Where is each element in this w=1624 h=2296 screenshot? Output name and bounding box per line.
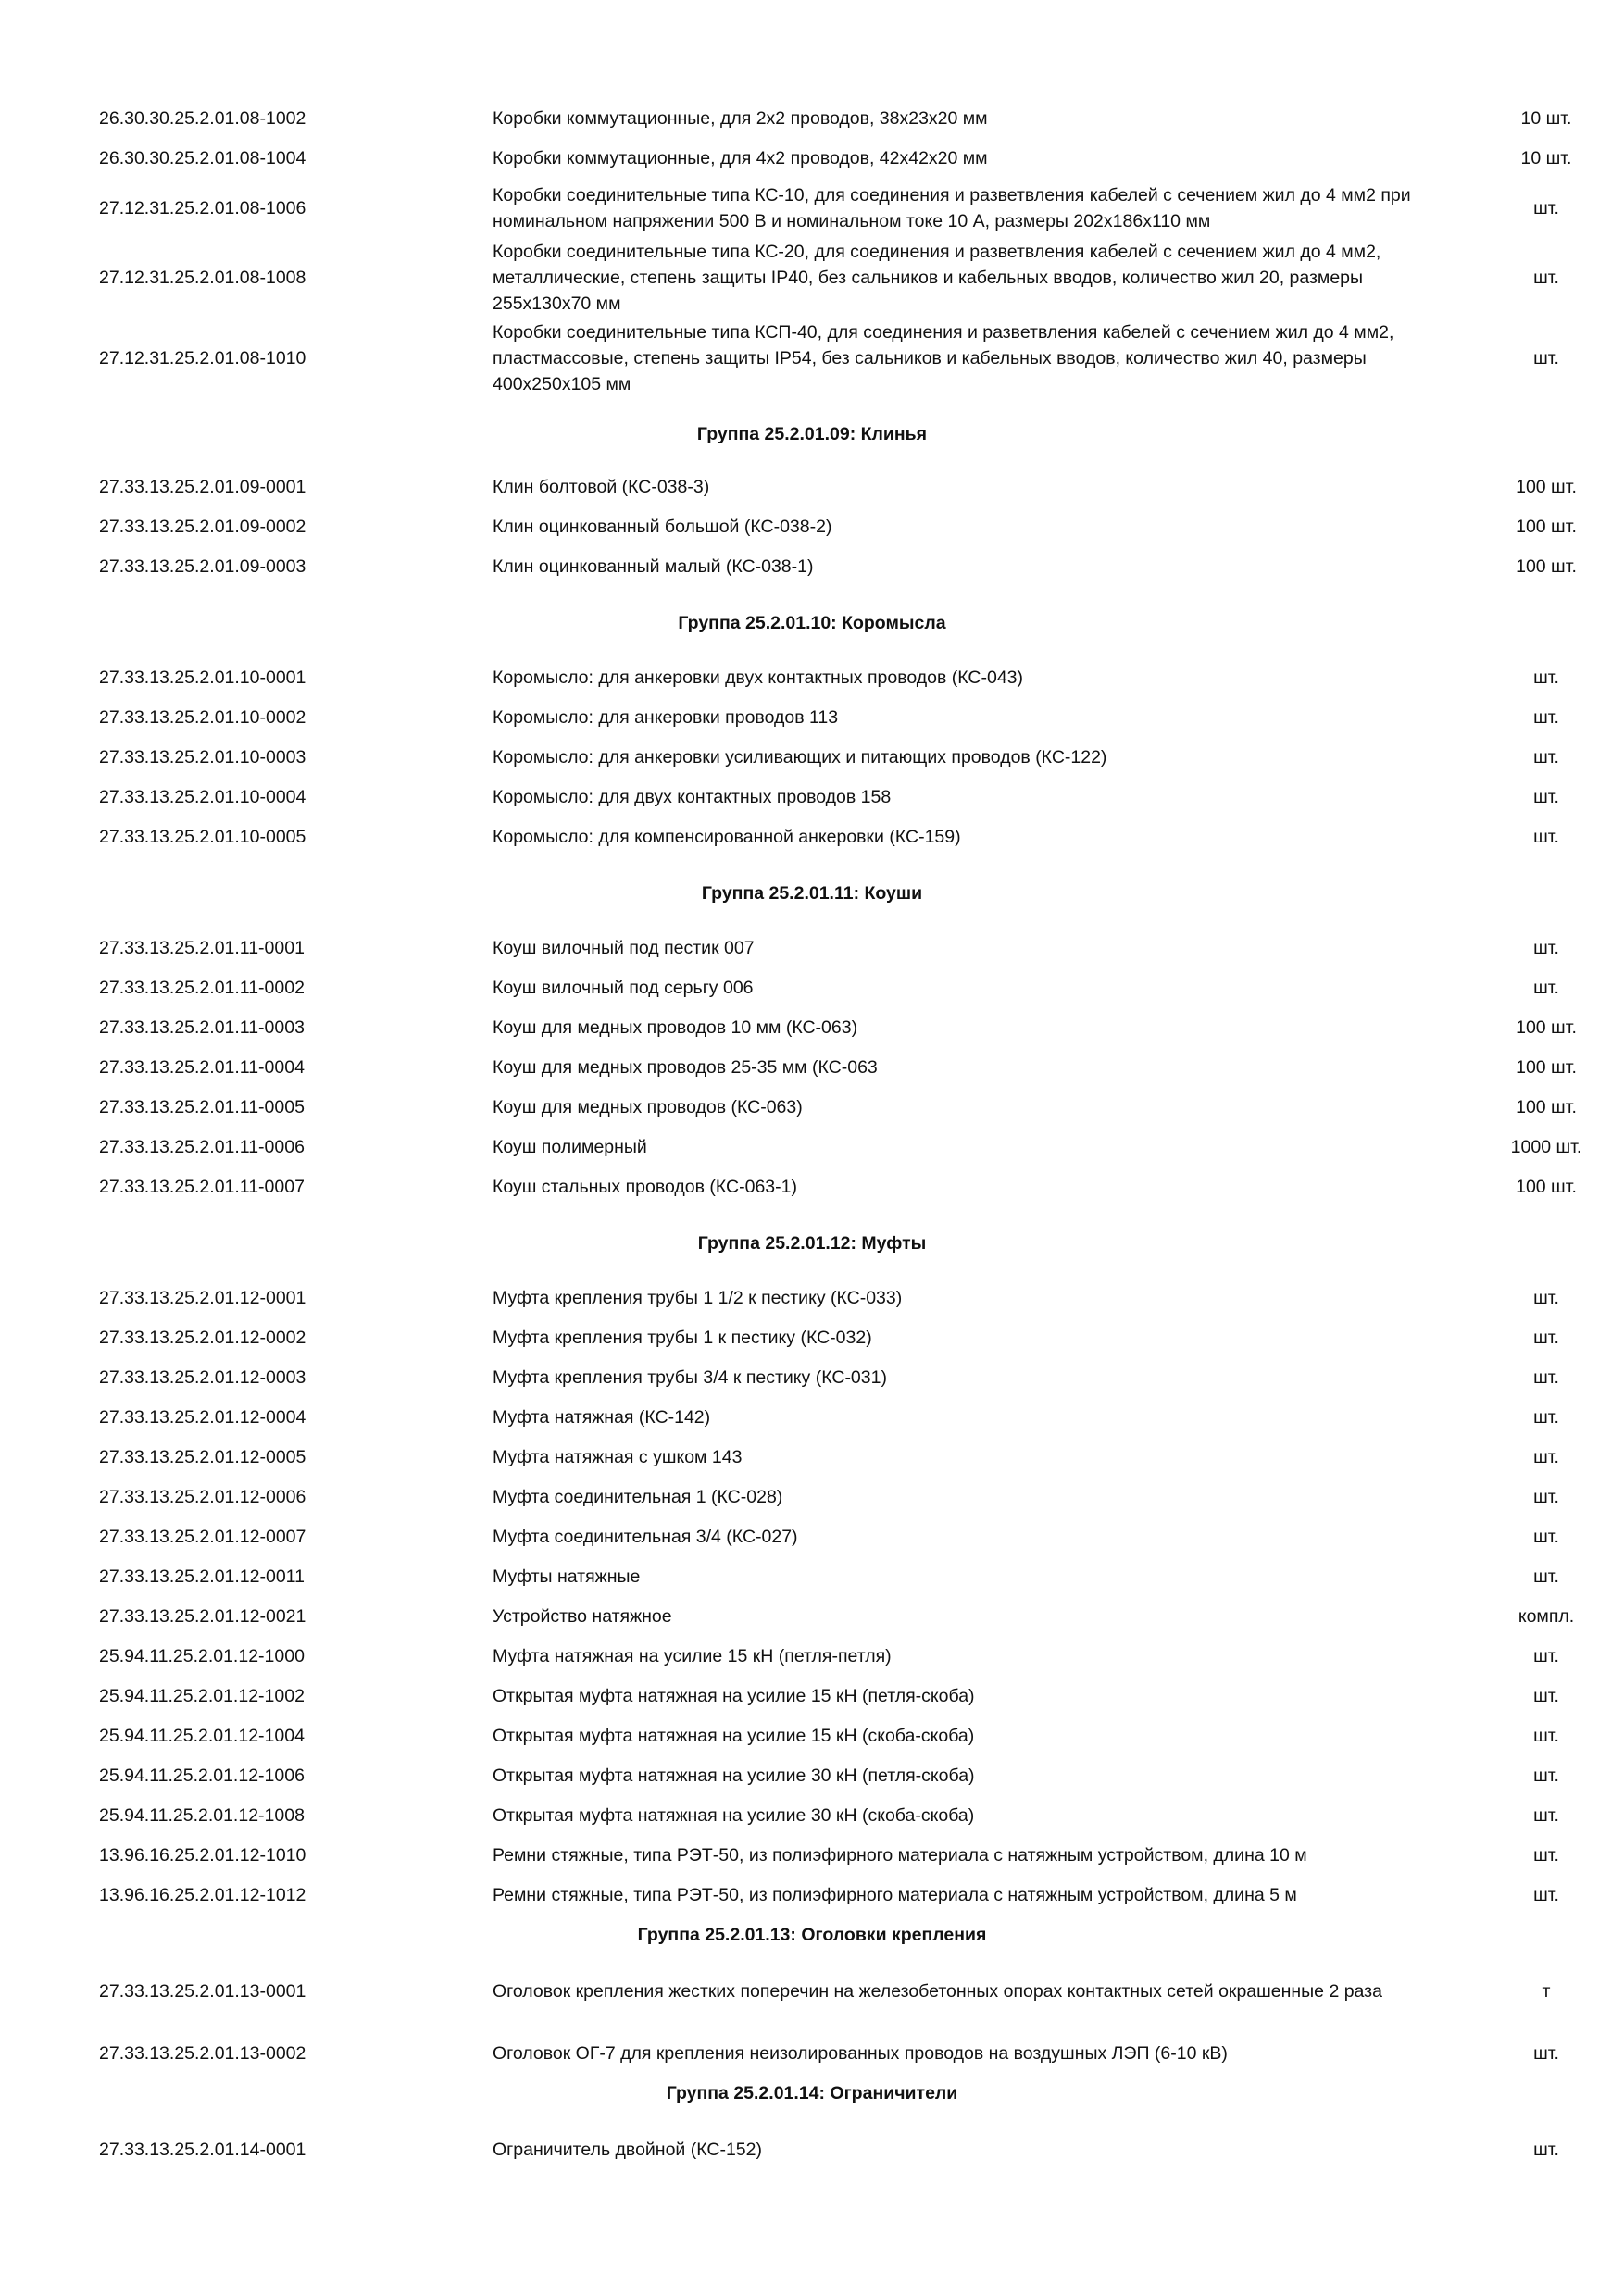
item-unit: шт. (1533, 1527, 1559, 1547)
item-name: Коробки коммутационные, для 2х2 проводов, 38х23х20 мм (493, 108, 988, 129)
item-code: 27.33.13.25.2.01.12-0004 (99, 1407, 306, 1428)
item-code: 27.33.13.25.2.01.11-0006 (99, 1137, 305, 1157)
item-code: 27.33.13.25.2.01.09-0003 (99, 556, 306, 577)
item-unit: шт. (1533, 348, 1559, 368)
item-code: 13.96.16.25.2.01.12-1010 (99, 1845, 306, 1866)
item-code: 27.33.13.25.2.01.10-0002 (99, 707, 306, 728)
item-name: Муфта соединительная 3/4 (КС-027) (493, 1527, 798, 1547)
item-name: Открытая муфта натяжная на усилие 30 кН (скоба-скоба) (493, 1805, 975, 1826)
group-heading: Группа 25.2.01.09: Клинья (696, 424, 928, 444)
item-name: Клин оцинкованный большой (КС-038-2) (493, 517, 832, 537)
table-row (0, 1484, 1624, 1510)
table-row (0, 1285, 1624, 1311)
group-heading: Группа 25.2.01.12: Муфты (697, 1233, 927, 1254)
item-unit: 100 шт. (1516, 517, 1577, 537)
item-unit: шт. (1533, 198, 1559, 218)
table-row (0, 182, 1624, 234)
table-row (0, 1325, 1624, 1351)
table-row (0, 1643, 1624, 1669)
item-unit: шт. (1533, 1726, 1559, 1746)
item-name: Коробки соединительные типа КС-20, для соединения и разветвления кабелей с сечением жил до 4 мм2, металлические, степень защиты IP40, без сальников и кабельных вводов, количество жил 20, размеры 255х130х70 мм (493, 242, 1381, 314)
item-name: Муфта натяжная на усилие 15 кН (петля-петля) (493, 1646, 892, 1666)
table-row (0, 1444, 1624, 1470)
item-code: 27.33.13.25.2.01.12-0011 (99, 1566, 305, 1587)
item-code: 27.33.13.25.2.01.11-0005 (99, 1097, 305, 1117)
item-code: 27.33.13.25.2.01.12-0005 (99, 1447, 306, 1467)
item-code: 27.33.13.25.2.01.12-0003 (99, 1367, 306, 1388)
table-row (0, 106, 1624, 131)
item-unit: 100 шт. (1516, 1097, 1577, 1117)
table-row (0, 1174, 1624, 1200)
table-row (0, 1723, 1624, 1749)
item-name: Клин болтовой (КС-038-3) (493, 477, 710, 497)
item-unit: шт. (1533, 707, 1559, 728)
item-name: Коуш полимерный (493, 1137, 647, 1157)
table-row (0, 975, 1624, 1001)
item-name: Коромысло: для анкеровки двух контактных проводов (КС-043) (493, 668, 1024, 688)
item-code: 25.94.11.25.2.01.12-1006 (99, 1766, 305, 1786)
table-row (0, 1365, 1624, 1391)
item-name: Коробки соединительные типа КСП-40, для соединения и разветвления кабелей с сечением жил до 4 мм2, пластмассовые, степень защиты IP54, без сальников и кабельных вводов, количество жил 40, размеры 400х250х105 мм (493, 322, 1394, 394)
item-name: Муфта крепления трубы 3/4 к пестику (КС-031) (493, 1367, 887, 1388)
item-code: 27.33.13.25.2.01.10-0004 (99, 787, 306, 807)
item-unit: 100 шт. (1516, 1057, 1577, 1078)
table-row (0, 1094, 1624, 1120)
table-row (0, 514, 1624, 540)
item-code: 27.33.13.25.2.01.11-0004 (99, 1057, 305, 1078)
item-unit: шт. (1533, 268, 1559, 288)
item-name: Оголовок крепления жестких поперечин на железобетонных опорах контактных сетей окрашенные 2 раза (493, 1981, 1382, 2002)
item-code: 25.94.11.25.2.01.12-1004 (99, 1726, 305, 1746)
item-unit: шт. (1533, 747, 1559, 767)
item-code: 27.33.13.25.2.01.13-0001 (99, 1981, 306, 2002)
item-code: 27.33.13.25.2.01.12-0006 (99, 1487, 306, 1507)
table-row (0, 554, 1624, 580)
item-code: 27.12.31.25.2.01.08-1008 (99, 268, 306, 288)
item-code: 27.12.31.25.2.01.08-1010 (99, 348, 306, 368)
item-name: Устройство натяжное (493, 1606, 672, 1627)
table-row (0, 1134, 1624, 1160)
item-name: Ремни стяжные, типа РЭТ-50, из полиэфирного материала с натяжным устройством, длина 5 м (493, 1885, 1297, 1905)
item-code: 13.96.16.25.2.01.12-1012 (99, 1885, 306, 1905)
item-code: 27.33.13.25.2.01.09-0002 (99, 517, 306, 537)
item-name: Муфта соединительная 1 (КС-028) (493, 1487, 783, 1507)
table-row (0, 2137, 1624, 2163)
group-heading: Группа 25.2.01.11: Коуши (701, 883, 923, 904)
item-unit: шт. (1533, 1885, 1559, 1905)
item-name: Муфта натяжная (КС-142) (493, 1407, 711, 1428)
item-unit: компл. (1518, 1606, 1575, 1627)
table-row (0, 1015, 1624, 1041)
item-unit: 100 шт. (1516, 477, 1577, 497)
table-row (0, 1404, 1624, 1430)
item-name: Клин оцинкованный малый (КС-038-1) (493, 556, 814, 577)
table-row (0, 1524, 1624, 1550)
item-unit: шт. (1533, 1407, 1559, 1428)
table-row (0, 1564, 1624, 1590)
item-name: Коромысло: для анкеровки усиливающих и питающих проводов (КС-122) (493, 747, 1107, 767)
item-name: Муфты натяжные (493, 1566, 641, 1587)
item-code: 27.33.13.25.2.01.13-0002 (99, 2043, 306, 2064)
item-code: 25.94.11.25.2.01.12-1002 (99, 1686, 305, 1706)
item-code: 26.30.30.25.2.01.08-1002 (99, 108, 306, 129)
item-name: Коуш для медных проводов 25-35 мм (КС-063 (493, 1057, 878, 1078)
table-row (0, 824, 1624, 850)
item-unit: т (1542, 1981, 1551, 2002)
item-name: Оголовок ОГ-7 для крепления неизолированных проводов на воздушных ЛЭП (6-10 кВ) (493, 2043, 1228, 2064)
item-code: 27.33.13.25.2.01.12-0001 (99, 1288, 306, 1308)
item-unit: шт. (1533, 978, 1559, 998)
table-row (0, 1763, 1624, 1789)
item-unit: шт. (1533, 668, 1559, 688)
item-unit: шт. (1533, 1328, 1559, 1348)
item-name: Открытая муфта натяжная на усилие 15 кН (петля-скоба) (493, 1686, 975, 1706)
table-row (0, 2028, 1624, 2079)
item-code: 25.94.11.25.2.01.12-1008 (99, 1805, 305, 1826)
item-unit: шт. (1533, 1646, 1559, 1666)
table-row (0, 784, 1624, 810)
item-code: 27.33.13.25.2.01.10-0001 (99, 668, 306, 688)
table-row (0, 1603, 1624, 1629)
table-row (0, 1054, 1624, 1080)
item-name: Коуш для медных проводов 10 мм (КС-063) (493, 1017, 858, 1038)
item-name: Открытая муфта натяжная на усилие 15 кН (скоба-скоба) (493, 1726, 975, 1746)
table-row (0, 474, 1624, 500)
item-name: Коромысло: для компенсированной анкеровки (КС-159) (493, 827, 961, 847)
table-row (0, 1882, 1624, 1908)
table-row (0, 239, 1624, 317)
table-row (0, 935, 1624, 961)
item-code: 27.33.13.25.2.01.11-0007 (99, 1177, 305, 1197)
item-unit: 10 шт. (1520, 108, 1572, 129)
item-code: 27.33.13.25.2.01.11-0001 (99, 938, 305, 958)
item-code: 27.33.13.25.2.01.12-0002 (99, 1328, 306, 1348)
group-heading: Группа 25.2.01.10: Коромысла (678, 613, 946, 633)
item-unit: 100 шт. (1516, 1017, 1577, 1038)
table-row (0, 145, 1624, 171)
item-name: Открытая муфта натяжная на усилие 30 кН (петля-скоба) (493, 1766, 975, 1786)
table-row (0, 1683, 1624, 1709)
item-code: 27.33.13.25.2.01.09-0001 (99, 477, 306, 497)
item-unit: шт. (1533, 1447, 1559, 1467)
table-row (0, 744, 1624, 770)
table-row (0, 319, 1624, 397)
item-unit: 10 шт. (1520, 148, 1572, 168)
item-code: 27.33.13.25.2.01.11-0002 (99, 978, 305, 998)
item-unit: шт. (1533, 2043, 1559, 2064)
item-unit: шт. (1533, 1805, 1559, 1826)
item-unit: шт. (1533, 938, 1559, 958)
item-code: 27.33.13.25.2.01.12-0007 (99, 1527, 306, 1547)
table-row (0, 665, 1624, 691)
item-code: 27.33.13.25.2.01.14-0001 (99, 2140, 306, 2160)
item-name: Коуш вилочный под серьгу 006 (493, 978, 754, 998)
item-unit: шт. (1533, 787, 1559, 807)
item-name: Коробки коммутационные, для 4х2 проводов, 42х42х20 мм (493, 148, 988, 168)
item-name: Коробки соединительные типа КС-10, для соединения и разветвления кабелей с сечением жил до 4 мм2 при номинальном напряжении 500 В и номинальном токе 10 А, размеры 202х186х110 мм (493, 185, 1411, 231)
item-unit: шт. (1533, 1766, 1559, 1786)
item-unit: 100 шт. (1516, 1177, 1577, 1197)
item-code: 26.30.30.25.2.01.08-1004 (99, 148, 306, 168)
item-code: 27.33.13.25.2.01.10-0003 (99, 747, 306, 767)
table-row (0, 1978, 1624, 2004)
group-heading: Группа 25.2.01.14: Ограничители (666, 2083, 958, 2103)
item-unit: шт. (1533, 1367, 1559, 1388)
item-name: Коуш для медных проводов (КС-063) (493, 1097, 803, 1117)
item-unit: шт. (1533, 1845, 1559, 1866)
table-row (0, 1842, 1624, 1868)
item-unit: шт. (1533, 1566, 1559, 1587)
item-code: 27.33.13.25.2.01.10-0005 (99, 827, 306, 847)
item-name: Ремни стяжные, типа РЭТ-50, из полиэфирного материала с натяжным устройством, длина 10 м (493, 1845, 1307, 1866)
item-name: Муфта натяжная с ушком 143 (493, 1447, 743, 1467)
item-code: 27.33.13.25.2.01.12-0021 (99, 1606, 306, 1627)
item-name: Муфта крепления трубы 1 1/2 к пестику (КС-033) (493, 1288, 903, 1308)
table-row (0, 1803, 1624, 1828)
item-unit: шт. (1533, 1487, 1559, 1507)
item-unit: 100 шт. (1516, 556, 1577, 577)
item-unit: шт. (1533, 1288, 1559, 1308)
item-unit: шт. (1533, 827, 1559, 847)
item-name: Коромысло: для анкеровки проводов 113 (493, 707, 839, 728)
table-row (0, 705, 1624, 730)
item-name: Коромысло: для двух контактных проводов 158 (493, 787, 892, 807)
item-unit: 1000 шт. (1510, 1137, 1582, 1157)
item-code: 27.12.31.25.2.01.08-1006 (99, 198, 306, 218)
item-code: 25.94.11.25.2.01.12-1000 (99, 1646, 305, 1666)
group-heading: Группа 25.2.01.13: Оголовки крепления (637, 1925, 987, 1945)
item-name: Коуш стальных проводов (КС-063-1) (493, 1177, 797, 1197)
item-name: Коуш вилочный под пестик 007 (493, 938, 755, 958)
item-name: Муфта крепления трубы 1 к пестику (КС-032) (493, 1328, 872, 1348)
item-name: Ограничитель двойной (КС-152) (493, 2140, 762, 2160)
item-unit: шт. (1533, 1686, 1559, 1706)
item-code: 27.33.13.25.2.01.11-0003 (99, 1017, 305, 1038)
item-unit: шт. (1533, 2140, 1559, 2160)
